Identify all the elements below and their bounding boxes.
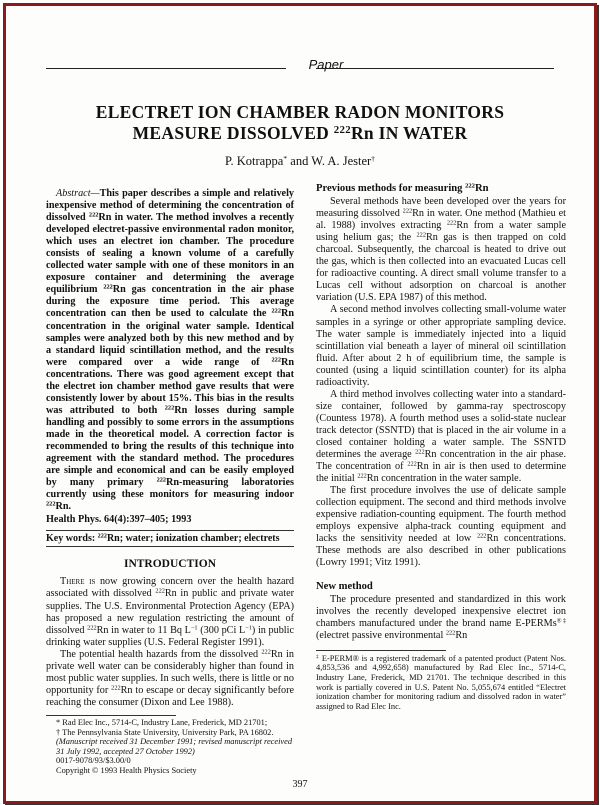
author-line: P. Kotrappa* and W. A. Jester† (224, 153, 376, 168)
footnote-rule-right (316, 650, 446, 651)
section-label: Paper (308, 57, 344, 72)
new-method-heading: New method (316, 580, 373, 592)
header-rule-left (46, 68, 286, 69)
right-column (316, 183, 566, 711)
header-rule-right (316, 68, 554, 69)
author-2: W. A. Jester (311, 154, 372, 168)
page-frame (3, 3, 597, 804)
paper-title (46, 102, 554, 144)
abstract-lead: Abstract— (56, 188, 100, 199)
footnote-affiliation-1: * Rad Elec Inc., 5714-C, Industry Lane, Frederick, MD 21701; (56, 717, 268, 727)
previous-paragraph-4: The first procedure involves the use of delicate sample collection equipment. The second and third methods involve expensive radiation-counting equipment. The fourth method employs expensive alpha-track counting equipment and lacks the sensitivity needed at low $^{222}$Rn concentrations. These methods are also described in other publications (Lowry 1991; Vitz 1991). (316, 485, 566, 569)
section-header (46, 57, 554, 74)
introduction-heading: INTRODUCTION (123, 558, 216, 571)
footnote-issn: 0017-9078/93/$3.00/0 (56, 756, 131, 766)
left-column (46, 188, 294, 775)
title-line-2: MEASURE DISSOLVED $^{222}$Rn IN WATER (132, 123, 468, 143)
abstract: Abstract—This paper describes a simple and relatively inexpensive method of determining the concentration of dissolved $^{222}$Rn in water. The method involves a recently developed electret-passive environmental radon monitor, which uses an electret ion chamber. The procedure consists of sealing a known volume of a carefully collected water sample with one of these monitors in an exposure container and determining the average equilibrium $^{222}$Rn gas concentration in the air phase during the exposure time period. This average concentration can then be used to calculate the $^{222}$Rn concentration in the original water sample. Identical samples were analyzed both by this new method and by a standard liquid scintillation method, and the results were compared over a wide range of $^{222}$Rn concentrations. There was good agreement except that the electret ion chamber method gave results that were consistently lower by about 15%. This bias in the results was attributed to both $^{222}$Rn losses during sample handling and possibly to some errors in the assumptions made in the theoretical model. A correction factor is recommended to bring the results of this technique into agreement with the standard method. The procedures are simple and economical and can be easily employed by many primary $^{222}$Rn-measuring laboratories currently using these monitors for measuring indoor $^{222}$Rn. (46, 188, 295, 513)
footnote-trademark: ‡ E-PERM® is a registered trademark of a patented product (Patent Nos. 4,853,536 and 4,992,658) manufactured by Rad Elec Inc., 5714-C, Industry Lane, Frederick, MD 21701. The technique described in this work is partially covered in U.S. Patent No. 5,055,674 entitled “Electret ionization chamber for monitoring radium and dissolved radon in water” assigned to Rad Elec Inc. (316, 653, 567, 711)
author-1: P. Kotrappa (224, 154, 284, 168)
previous-paragraph-3: A third method involves collecting water into a standard-size container, followed by gamma-ray spectroscopy (Countess 1978). A fourth method uses a solid-state nuclear track detector (SSNTD) that is placed in the air volume in a closed container holding a water sample. The SSNTD determines the average $^{222}$Rn concentration in the air phase. The concentration of $^{222}$Rn in air is then used to determine the initial $^{222}$Rn concentration in the water sample. (316, 388, 567, 485)
previous-methods-heading: Previous methods for measuring $^{222}$Rn (316, 182, 489, 194)
page-number: 397 (292, 779, 308, 790)
footnote-affiliation-2: † The Pennsylvania State University, University Park, PA 16802. (56, 727, 274, 737)
previous-paragraph-2: A second method involves collecting small-volume water samples in a syringe or other appropriate sampling device. The water sample is immediately injected into a liquid scintillation vial beneath a layer of mineral oil scintillation fluid. After about 2 h of equilibrium time, the sample is counted (using a liquid scintillation counter) for its alpha radioactivity. (316, 304, 566, 388)
footnote-copyright: Copyright © 1993 Health Physics Society (56, 765, 197, 775)
title-line-1: ELECTRET ION CHAMBER RADON MONITORS (95, 102, 505, 122)
footnote-manuscript: (Manuscript received 31 December 1991; revised manuscript received 31 July 1992, accepted 27 October 1992) (56, 737, 293, 756)
journal-citation: Health Phys. 64(4):397–405; 1993 (46, 514, 192, 526)
intro-paragraph-2: The potential health hazards from the dissolved $^{222}$Rn in private well water can be considerably higher than found in most public water supplies. In such wells, there is little or no opportunity for $^{222}$Rn to escape or decay significantly before reaching the consumer (Dixon and Lee 1988). (46, 648, 295, 708)
intro-paragraph-1: There is now growing concern over the health hazard associated with dissolved $^{222}$Rn in public and private water supplies. The U.S. Environmental Protection Agency (EPA) has proposed a new regulation restricting the amount of dissolved $^{222}$Rn in water to 11 Bq $L^{-1}$ (300 pCi $L^{-1}$) in public drinking water supplies (U.S. Federal Register 1991). (46, 576, 294, 648)
new-method-paragraph-1: The procedure presented and standardized in this work involves the recently developed inexpensive electret ion chambers manufactured under the brand name E-PERMs®‡ (electret passive environmental $^{222}$Rn (316, 593, 566, 641)
footnote-rule (46, 715, 176, 716)
keywords: Key words: $^{222}$Rn; water; ionization chamber; electrets (46, 530, 294, 547)
footnotes (46, 718, 294, 776)
previous-paragraph-1: Several methods have been developed over the years for measuring dissolved $^{222}$Rn in water. One method (Mathieu et al. 1988) involves extracting $^{222}$Rn from a water sample using helium gas; the $^{222}$Rn gas is then trapped on cold charcoal. Subsequently, the charcoal is heated to drive out the gas, which is then collected into an evacuated Lucas cell for radioactive counting. A direct small volume transfer to a Lucas cell without adsorption on charcoal is another variation (U.S. EPA 1987) of this method. (316, 196, 566, 304)
